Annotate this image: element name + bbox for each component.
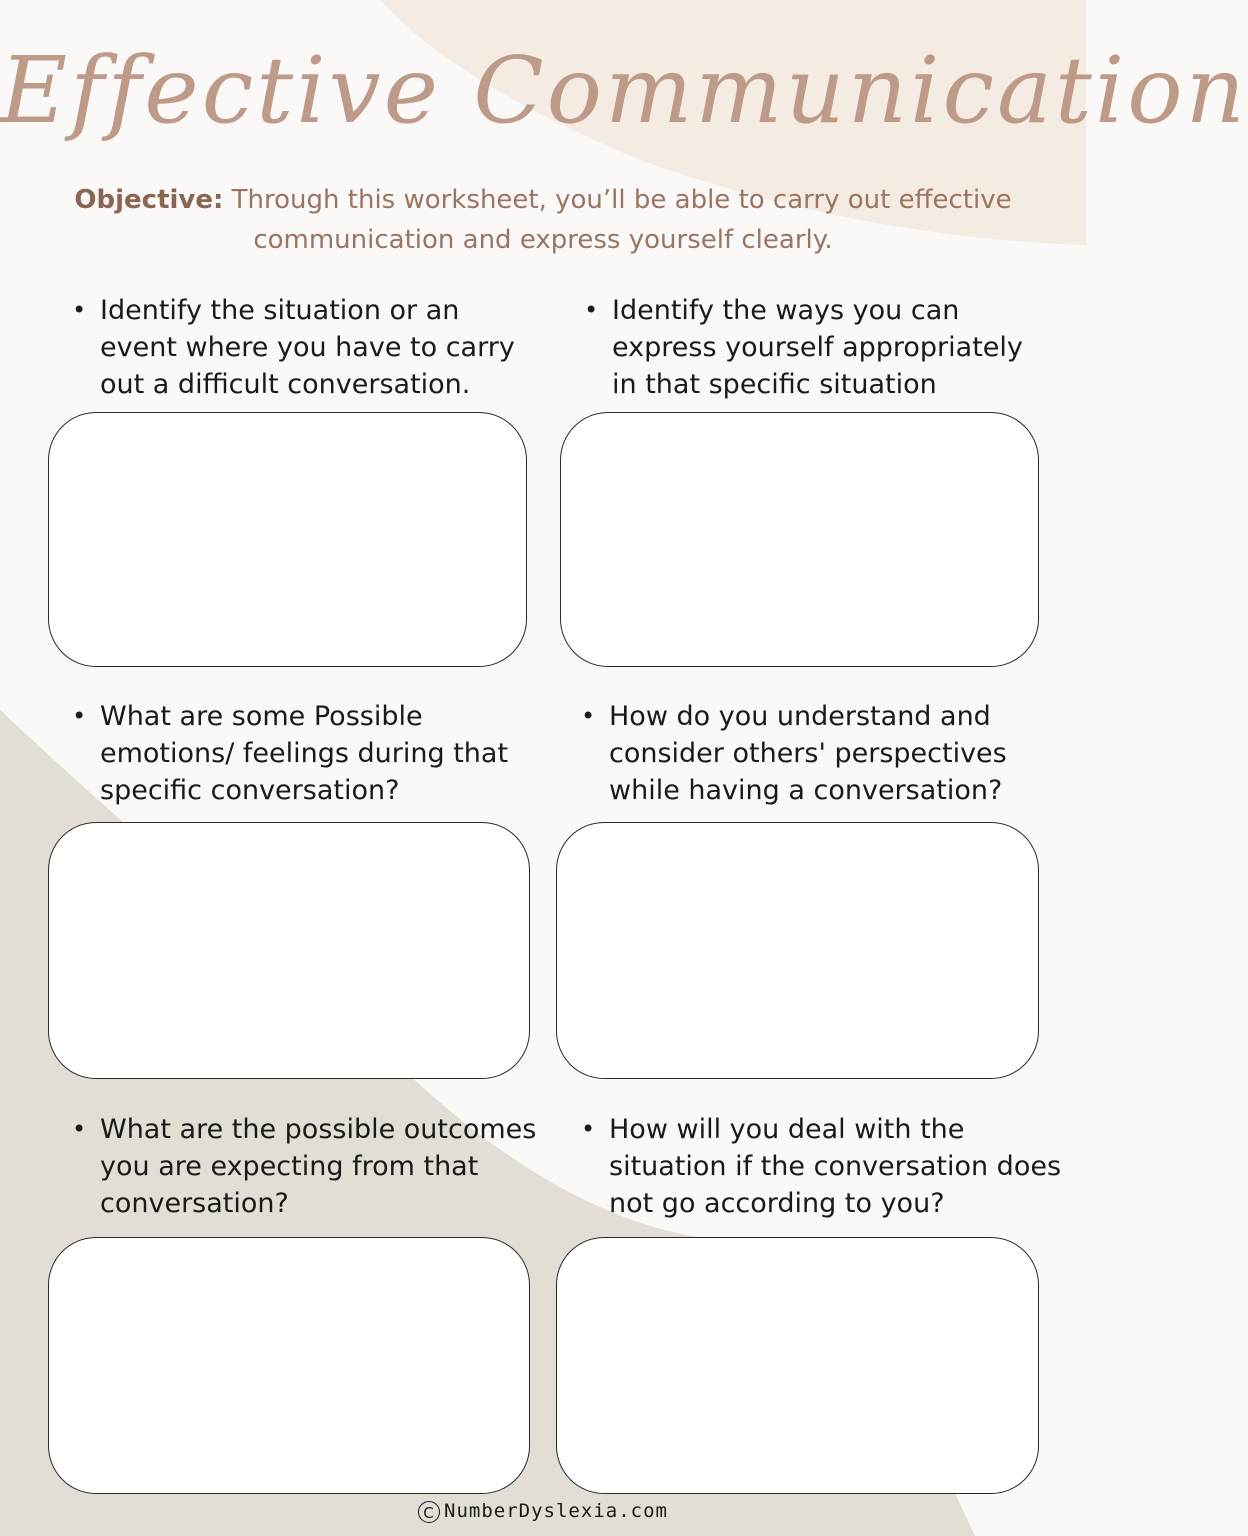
answer-box-5[interactable] (48, 1237, 530, 1494)
bullet-icon: • (581, 702, 596, 730)
bullet-icon: • (584, 296, 599, 324)
bullet-icon: • (72, 1115, 87, 1143)
prompt-1 (72, 292, 540, 403)
prompt-5 (72, 1111, 570, 1222)
answer-box-1[interactable] (48, 412, 527, 667)
objective-text (60, 180, 1026, 260)
prompt-text: Identify the situation or an event where you have to carry out a difficult conversation. (100, 295, 515, 400)
answer-box-3[interactable] (48, 822, 530, 1079)
prompt-text: What are the possible outcomes you are expecting from that conversation? (100, 1114, 537, 1219)
prompt-6 (581, 1111, 1069, 1222)
prompt-text: How will you deal with the situation if the conversation does not go according to you? (609, 1114, 1062, 1219)
objective-label: Objective: (74, 185, 224, 215)
prompt-text: Identify the ways you can express yourself appropriately in that specific situation (612, 295, 1023, 400)
prompt-2 (584, 292, 1052, 403)
prompt-3 (72, 698, 550, 809)
page-title: Effective Communication (0, 37, 1248, 144)
bullet-icon: • (72, 702, 87, 730)
bullet-icon: • (581, 1115, 596, 1143)
footer-credit (0, 1500, 1086, 1523)
objective-description: Through this worksheet, you’ll be able to carry out effective communication and express yourself clearly. (223, 185, 1012, 255)
answer-box-2[interactable] (560, 412, 1039, 667)
footer-site: NumberDyslexia.com (444, 1500, 668, 1522)
answer-box-4[interactable] (556, 822, 1039, 1079)
answer-box-6[interactable] (556, 1237, 1039, 1494)
prompt-text: How do you understand and consider others' perspectives while having a conversation? (609, 701, 1007, 806)
prompt-4 (581, 698, 1059, 809)
bullet-icon: • (72, 296, 87, 324)
copyright-icon: C (418, 1501, 440, 1523)
prompt-text: What are some Possible emotions/ feelings during that specific conversation? (100, 701, 509, 806)
